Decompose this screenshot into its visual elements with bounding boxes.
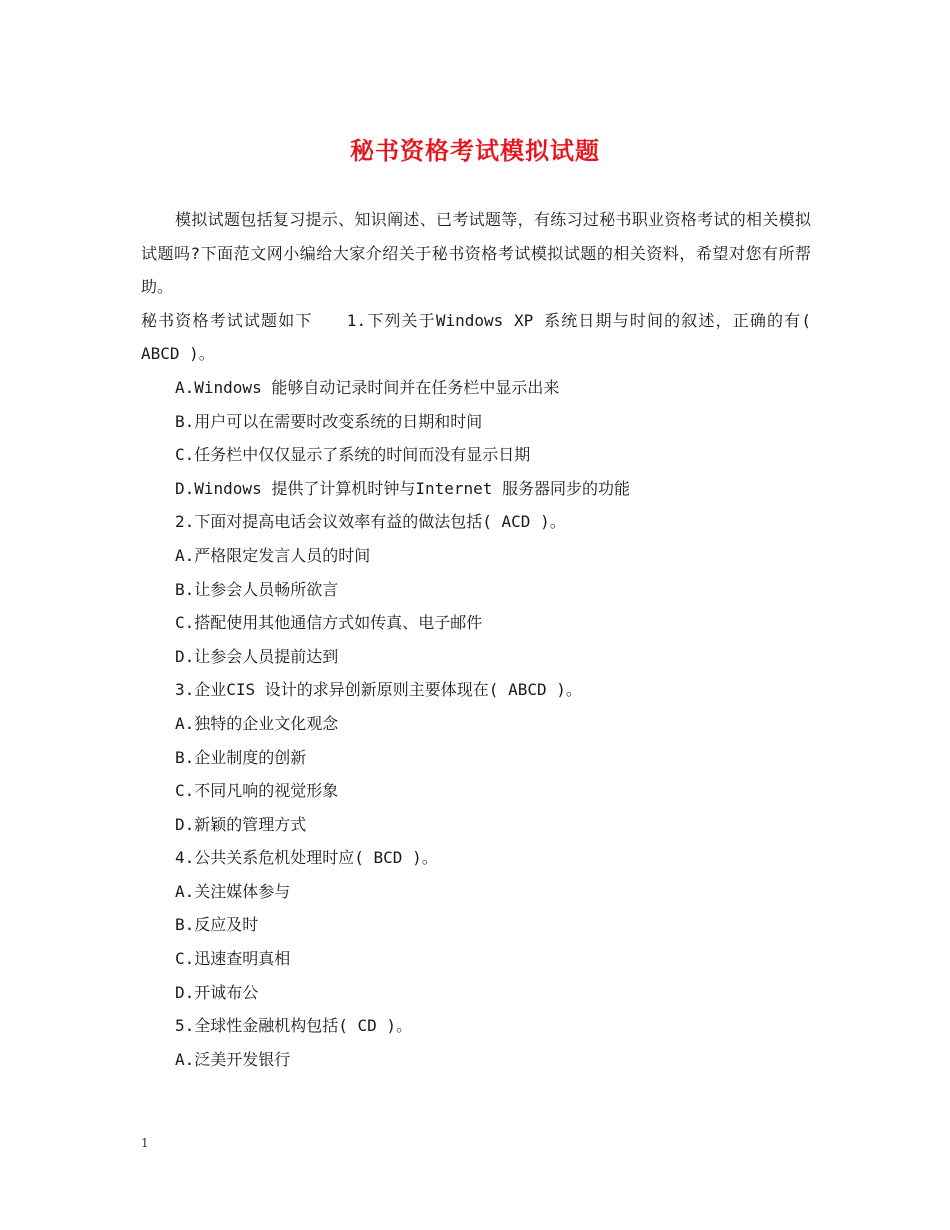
- question-line: B.用户可以在需要时改变系统的日期和时间: [175, 411, 483, 431]
- question-line: A.严格限定发言人员的时间: [175, 545, 371, 565]
- question-lead-in: 秘书资格考试试题如下 1.下列关于Windows XP 系统日期与时间的叙述，正确的有( ABCD )。: [141, 310, 811, 364]
- question-line: 4.公共关系危机处理时应( BCD )。: [175, 848, 438, 868]
- question-line: A.Windows 能够自动记录时间并在任务栏中显示出来: [175, 377, 560, 397]
- document-body: [141, 203, 811, 1076]
- question-line: D.新颖的管理方式: [175, 814, 307, 834]
- question-line: A.关注媒体参与: [175, 881, 291, 901]
- question-line: A.独特的企业文化观念: [175, 713, 339, 733]
- question-line: B.让参会人员畅所欲言: [175, 579, 339, 599]
- question-line: C.搭配使用其他通信方式如传真、电子邮件: [175, 613, 483, 633]
- question-line: C.任务栏中仅仅显示了系统的时间而没有显示日期: [175, 445, 531, 465]
- question-line: B.反应及时: [175, 915, 259, 935]
- document-title: 秘书资格考试模拟试题: [350, 136, 600, 165]
- question-list: [141, 371, 811, 1076]
- page-number: 1: [141, 1136, 149, 1150]
- question-line: 2.下面对提高电话会议效率有益的做法包括( ACD )。: [175, 512, 566, 532]
- question-line: D.开诚布公: [175, 982, 259, 1002]
- question-line: D.让参会人员提前达到: [175, 646, 339, 666]
- question-line: B.企业制度的创新: [175, 747, 307, 767]
- question-line: D.Windows 提供了计算机时钟与Internet 服务器同步的功能: [175, 478, 631, 498]
- question-line: C.不同凡响的视觉形象: [175, 781, 339, 801]
- question-line: 3.企业CIS 设计的求异创新原则主要体现在( ABCD )。: [175, 680, 582, 700]
- question-line: C.迅速查明真相: [175, 949, 291, 969]
- intro-paragraph: 模拟试题包括复习提示、知识阐述、已考试题等，有练习过秘书职业资格考试的相关模拟试题吗?下面范文网小编给大家介绍关于秘书资格考试模拟试题的相关资料，希望对您有所帮助。: [141, 210, 811, 297]
- question-line: A.泛美开发银行: [175, 1049, 291, 1069]
- question-line: 5.全球性金融机构包括( CD )。: [175, 1016, 413, 1036]
